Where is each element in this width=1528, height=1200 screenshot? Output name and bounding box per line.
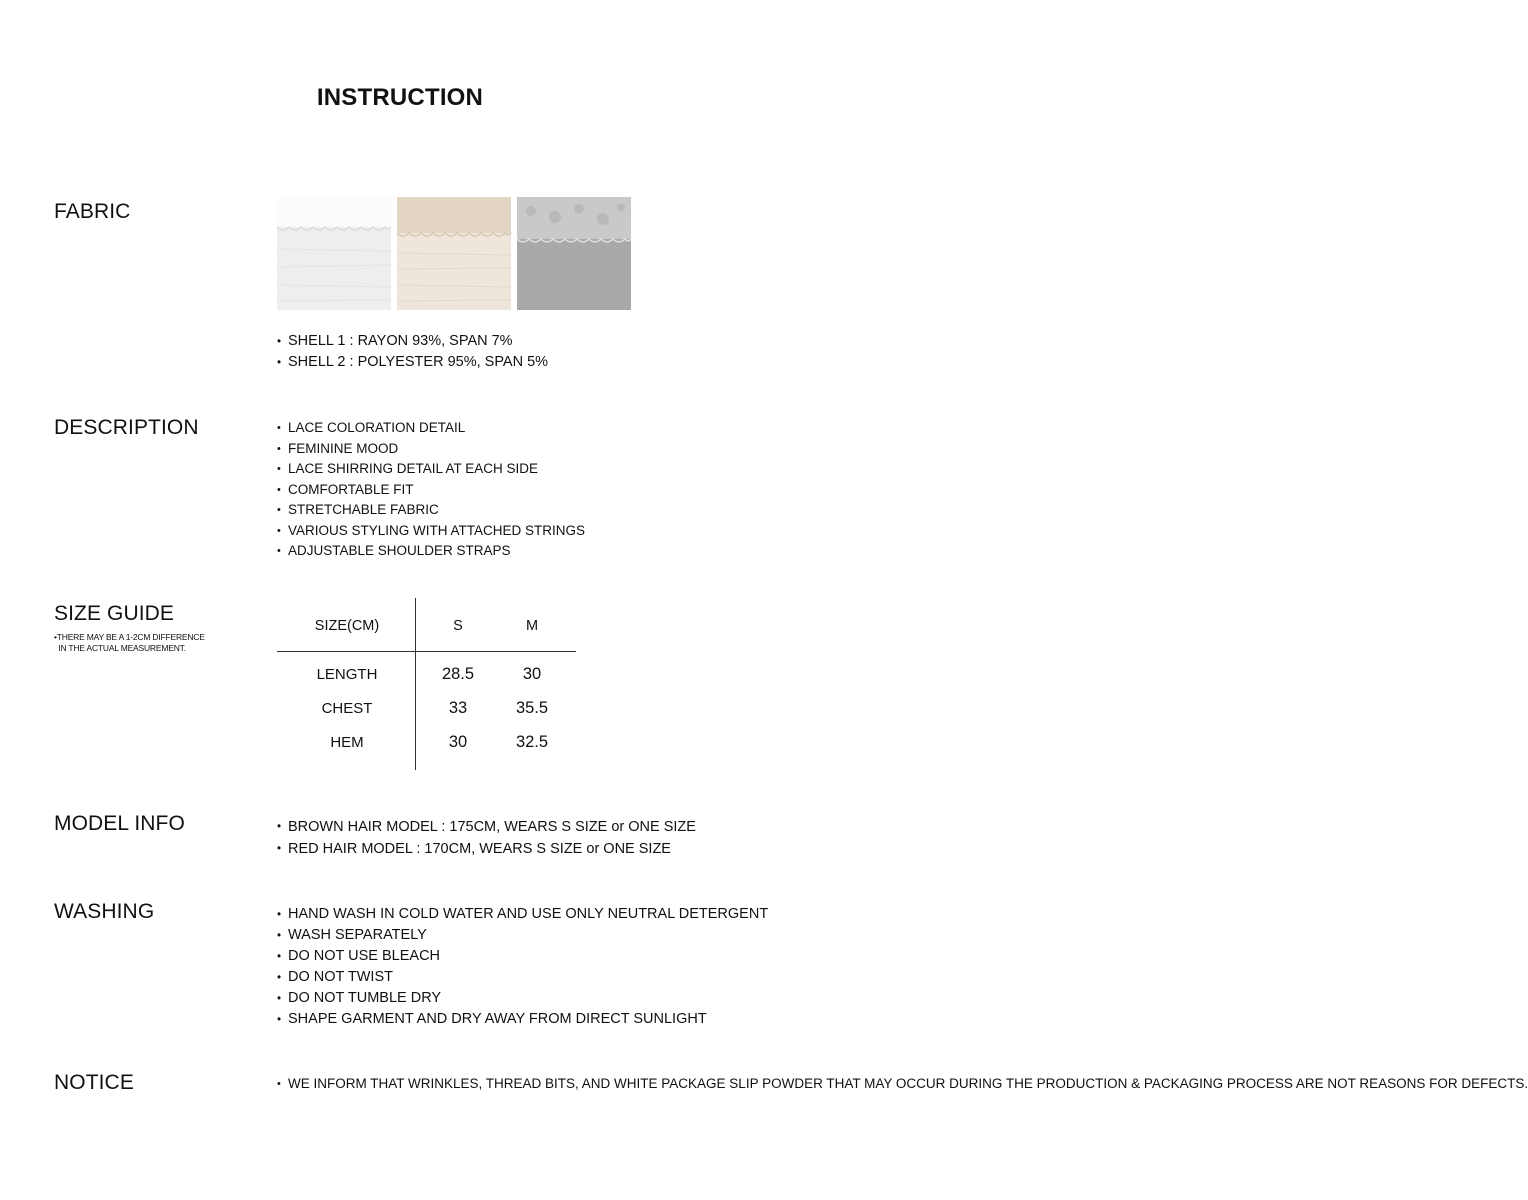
table-header-m: M <box>525 618 539 634</box>
table-cell-s: 28.5 <box>441 665 475 683</box>
swatch-white-image <box>277 197 391 310</box>
washing-heading: WASHING <box>54 900 155 923</box>
description-item: • STRETCHABLE FABRIC <box>277 500 585 521</box>
size-guide-note: •THERE MAY BE A 1-2CM DIFFERENCE IN THE ACTUAL MEASUREMENT. <box>54 632 205 653</box>
notice-list <box>277 1074 1528 1095</box>
table-row-label: LENGTH <box>316 666 378 683</box>
description-heading: DESCRIPTION <box>54 416 199 439</box>
fabric-list <box>277 331 548 373</box>
fabric-item: • SHELL 2 : POLYESTER 95%, SPAN 5% <box>277 352 548 373</box>
washing-item: • WASH SEPARATELY <box>277 925 768 946</box>
table-cell-s: 33 <box>448 699 468 717</box>
swatch-beige-image <box>397 197 511 310</box>
model-info-heading: MODEL INFO <box>54 812 185 835</box>
size-table <box>277 598 577 770</box>
description-list <box>277 418 585 562</box>
description-item: • ADJUSTABLE SHOULDER STRAPS <box>277 541 585 562</box>
table-divider-horizontal <box>277 651 576 652</box>
model-info-list <box>277 816 696 860</box>
washing-item: • DO NOT TWIST <box>277 967 768 988</box>
table-cell-m: 32.5 <box>515 733 549 751</box>
description-item: • FEMININE MOOD <box>277 439 585 460</box>
description-item: • LACE SHIRRING DETAIL AT EACH SIDE <box>277 459 585 480</box>
table-cell-m: 35.5 <box>515 699 549 717</box>
description-item: • VARIOUS STYLING WITH ATTACHED STRINGS <box>277 521 585 542</box>
swatch-grey-image <box>517 197 631 310</box>
washing-item: • DO NOT USE BLEACH <box>277 946 768 967</box>
page-title: INSTRUCTION <box>316 84 484 111</box>
washing-list <box>277 904 768 1030</box>
model-info-item: • RED HAIR MODEL : 170CM, WEARS S SIZE or ONE SIZE <box>277 838 696 860</box>
fabric-swatch-beige <box>397 197 511 310</box>
fabric-swatch-grey <box>517 197 631 310</box>
fabric-heading: FABRIC <box>54 200 131 223</box>
fabric-item: • SHELL 1 : RAYON 93%, SPAN 7% <box>277 331 548 352</box>
washing-item: • SHAPE GARMENT AND DRY AWAY FROM DIRECT SUNLIGHT <box>277 1009 768 1030</box>
notice-heading: NOTICE <box>54 1071 134 1094</box>
table-cell-m: 30 <box>522 665 542 683</box>
table-row-label: CHEST <box>321 700 373 717</box>
notice-item: • WE INFORM THAT WRINKLES, THREAD BITS, AND WHITE PACKAGE SLIP POWDER THAT MAY OCCUR DURING THE PRODUCTION & PACKAGING PROCESS ARE NOT REASONS FOR DEFECTS. <box>277 1074 760 1095</box>
table-header-size: SIZE(CM) <box>314 618 380 634</box>
table-row-label: HEM <box>330 734 364 751</box>
washing-item: • HAND WASH IN COLD WATER AND USE ONLY NEUTRAL DETERGENT <box>277 904 768 925</box>
description-item: • COMFORTABLE FIT <box>277 480 585 501</box>
washing-item: • DO NOT TUMBLE DRY <box>277 988 768 1009</box>
size-guide-heading: SIZE GUIDE <box>54 602 175 625</box>
fabric-swatch-white <box>277 197 391 310</box>
model-info-item: • BROWN HAIR MODEL : 175CM, WEARS S SIZE or ONE SIZE <box>277 816 696 838</box>
table-header-s: S <box>453 618 463 634</box>
table-cell-s: 30 <box>448 733 468 751</box>
description-item: • LACE COLORATION DETAIL <box>277 418 585 439</box>
